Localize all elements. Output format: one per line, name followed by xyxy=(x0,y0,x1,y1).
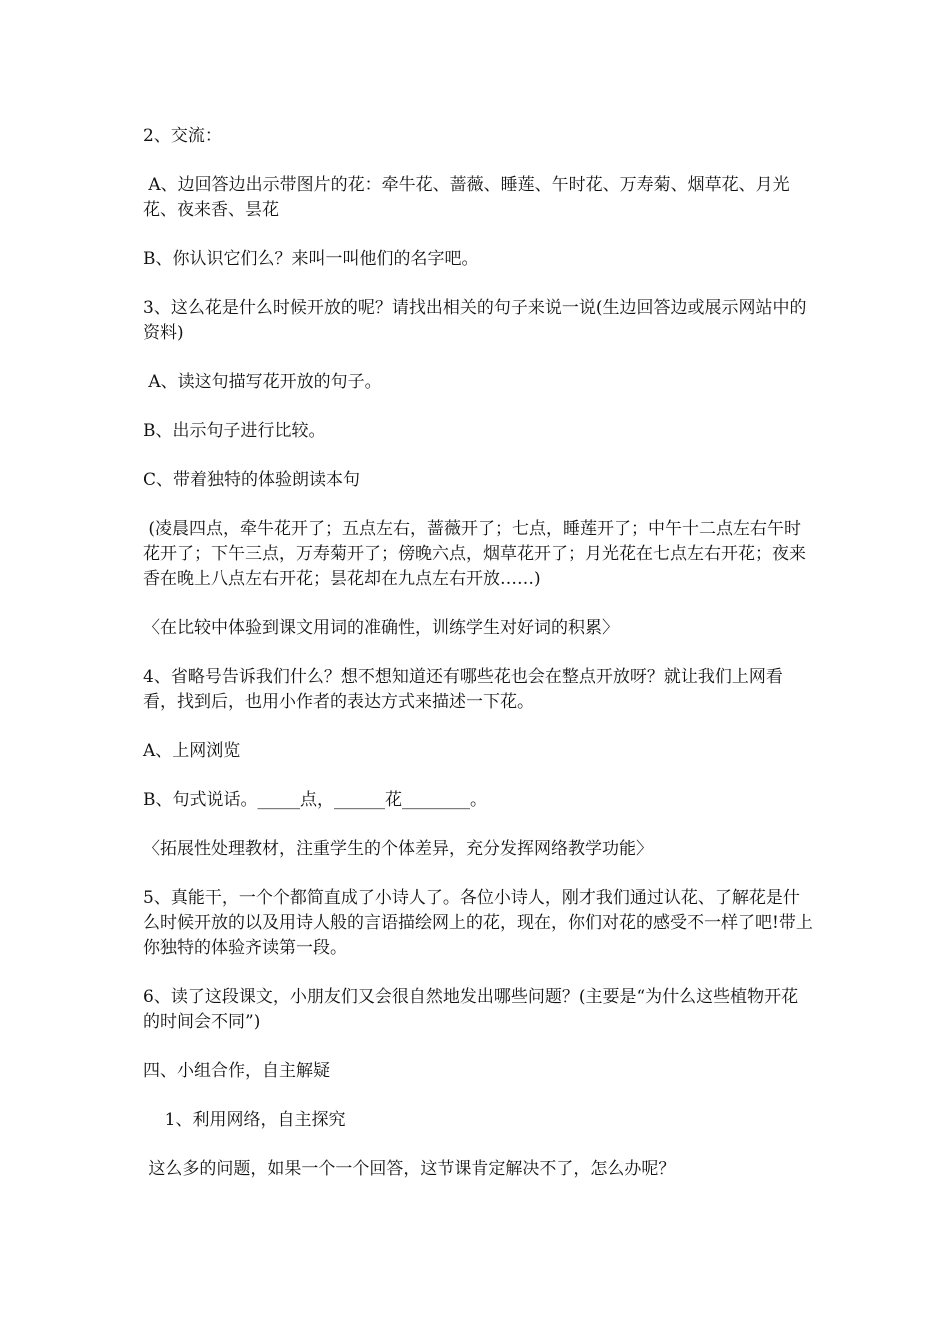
paragraph-exchange: 2、交流： xyxy=(143,126,222,146)
paragraph-read-aloud: C、带着独特的体验朗读本句 xyxy=(143,470,361,490)
paragraph-questions: 6、读了这段课文，小朋友们又会很自然地发出哪些问题？(主要是“为什么这些植物开花的时间会不同”) xyxy=(143,987,799,1032)
document-page xyxy=(143,124,813,1206)
paragraph-names: B、你认识它们么？来叫一叫他们的名字吧。 xyxy=(143,249,479,269)
subheading-use-network: 1、利用网络，自主探究 xyxy=(143,1110,346,1130)
paragraph-note-word-accuracy: 〈在比较中体验到课文用词的准确性，训练学生对好词的积累〉 xyxy=(143,618,619,638)
paragraph-when-bloom: 3、这么花是什么时候开放的呢？请找出相关的句子来说一说(生边回答边或展示网站中的资料) xyxy=(143,298,807,343)
paragraph-sentence-pattern: B、句式说话。_____点，______花________。 xyxy=(143,790,487,810)
paragraph-poets: 5、真能干，一个个都简直成了小诗人了。各位小诗人，刚才我们通过认花、了解花是什么时候开放的以及用诗人般的言语描绘网上的花，现在，你们对花的感受不一样了吧!带上你独特的体验齐读第一段。 xyxy=(143,888,813,958)
paragraph-flowers-list: A、边回答边出示带图片的花：牵牛花、蔷薇、睡莲、午时花、万寿菊、烟草花、月光花、夜来香、昙花 xyxy=(143,175,790,220)
paragraph-many-questions: 这么多的问题，如果一个一个回答，这节课肯定解决不了，怎么办呢？ xyxy=(143,1159,676,1179)
paragraph-compare: B、出示句子进行比较。 xyxy=(143,421,326,441)
paragraph-browse: A、上网浏览 xyxy=(143,741,241,761)
paragraph-bloom-times: (凌晨四点，牵牛花开了；五点左右，蔷薇开了；七点，睡莲开了；中午十二点左右午时花开了；下午三点，万寿菊开了；傍晚六点，烟草花开了；月光花在七点左右开花；夜来香在晚上八点左右开花；昙花却在九点左右开放……) xyxy=(143,519,806,589)
paragraph-read-sentence: A、读这句描写花开放的句子。 xyxy=(143,372,382,392)
paragraph-ellipsis: 4、省略号告诉我们什么？想不想知道还有哪些花也会在整点开放呀？就让我们上网看看，找到后，也用小作者的表达方式来描述一下花。 xyxy=(143,667,783,712)
section-heading-group-work: 四、小组合作，自主解疑 xyxy=(143,1061,330,1081)
paragraph-note-expand: 〈拓展性处理教材，注重学生的个体差异，充分发挥网络教学功能〉 xyxy=(143,839,653,859)
